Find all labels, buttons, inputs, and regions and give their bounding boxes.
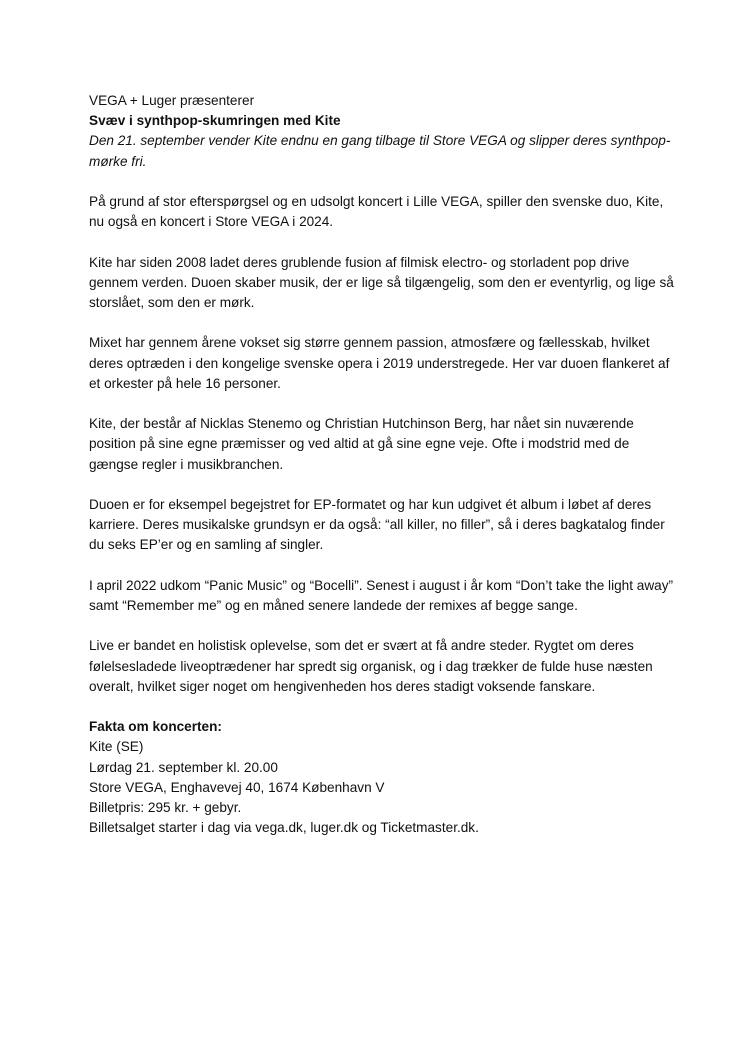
fact-ticket-sale: Billetsalget starter i dag via vega.dk, luger.dk og Ticketmaster.dk. (89, 820, 479, 836)
lead-paragraph: Den 21. september vender Kite endnu en gang tilbage til Store VEGA og slipper deres synthpop-mørke fri. (89, 133, 671, 169)
body-paragraph-5: Duoen er for eksempel begejstret for EP-formatet og har kun udgivet ét album i løbet af deres karriere. Deres musikalske grundsyn er da også: “all killer, no filler”, så i deres bagkatalog finder du seks EP’er og en samling af singler. (89, 496, 665, 553)
body-paragraph-4: Kite, der består af Nicklas Stenemo og Christian Hutchinson Berg, har nået sin nuværende position på sine egne præmisser og ved altid at gå sine egne veje. Ofte i modstrid med de gængse regler i musikbranchen. (89, 416, 634, 472)
fact-date: Lørdag 21. september kl. 20.00 (89, 759, 278, 775)
body-paragraph-6: I april 2022 udkom “Panic Music” og “Bocelli”. Senest i august i år kom “Don’t take the light away” samt “Remember me” og en måned senere landede der remixes af begge sange. (89, 577, 674, 613)
body-paragraph-3: Mixet har gennem årene vokset sig større gennem passion, atmosfære og fællesskab, hvilket deres optræden i den kongelige svenske opera i 2019 understregede. Her var duoen flankeret af et orkester på hele 16 personer. (89, 335, 670, 391)
headline: Svæv i synthpop-skumringen med Kite (89, 113, 341, 129)
body-paragraph-7: Live er bandet en holistisk oplevelse, som det er svært at få andre steder. Rygtet om deres følelsesladede liveoptrædener har spredt sig organisk, og i dag trækker de fulde huse næsten overalt, hvilket siger noget om hengivenheden hos deres stadigt voksende fanskare. (89, 638, 653, 694)
press-release-page (89, 91, 679, 838)
fact-venue: Store VEGA, Enghavevej 40, 1674 København V (89, 779, 385, 795)
body-paragraph-2: Kite har siden 2008 ladet deres grublende fusion af filmisk electro- og storladent pop drive gennem verden. Duoen skaber musik, der er lige så tilgængelig, som den er eventyrlig, og lige så storslået, som den er mørk. (89, 254, 674, 310)
fact-artist: Kite (SE) (89, 739, 144, 755)
facts-heading: Fakta om koncerten: (89, 719, 222, 735)
presenter-line: VEGA + Luger præsenterer (89, 93, 255, 108)
body-paragraph-1: På grund af stor efterspørgsel og en udsolgt koncert i Lille VEGA, spiller den svenske duo, Kite, nu også en koncert i Store VEGA i 2024. (89, 194, 664, 230)
fact-price: Billetpris: 295 kr. + gebyr. (89, 799, 242, 815)
